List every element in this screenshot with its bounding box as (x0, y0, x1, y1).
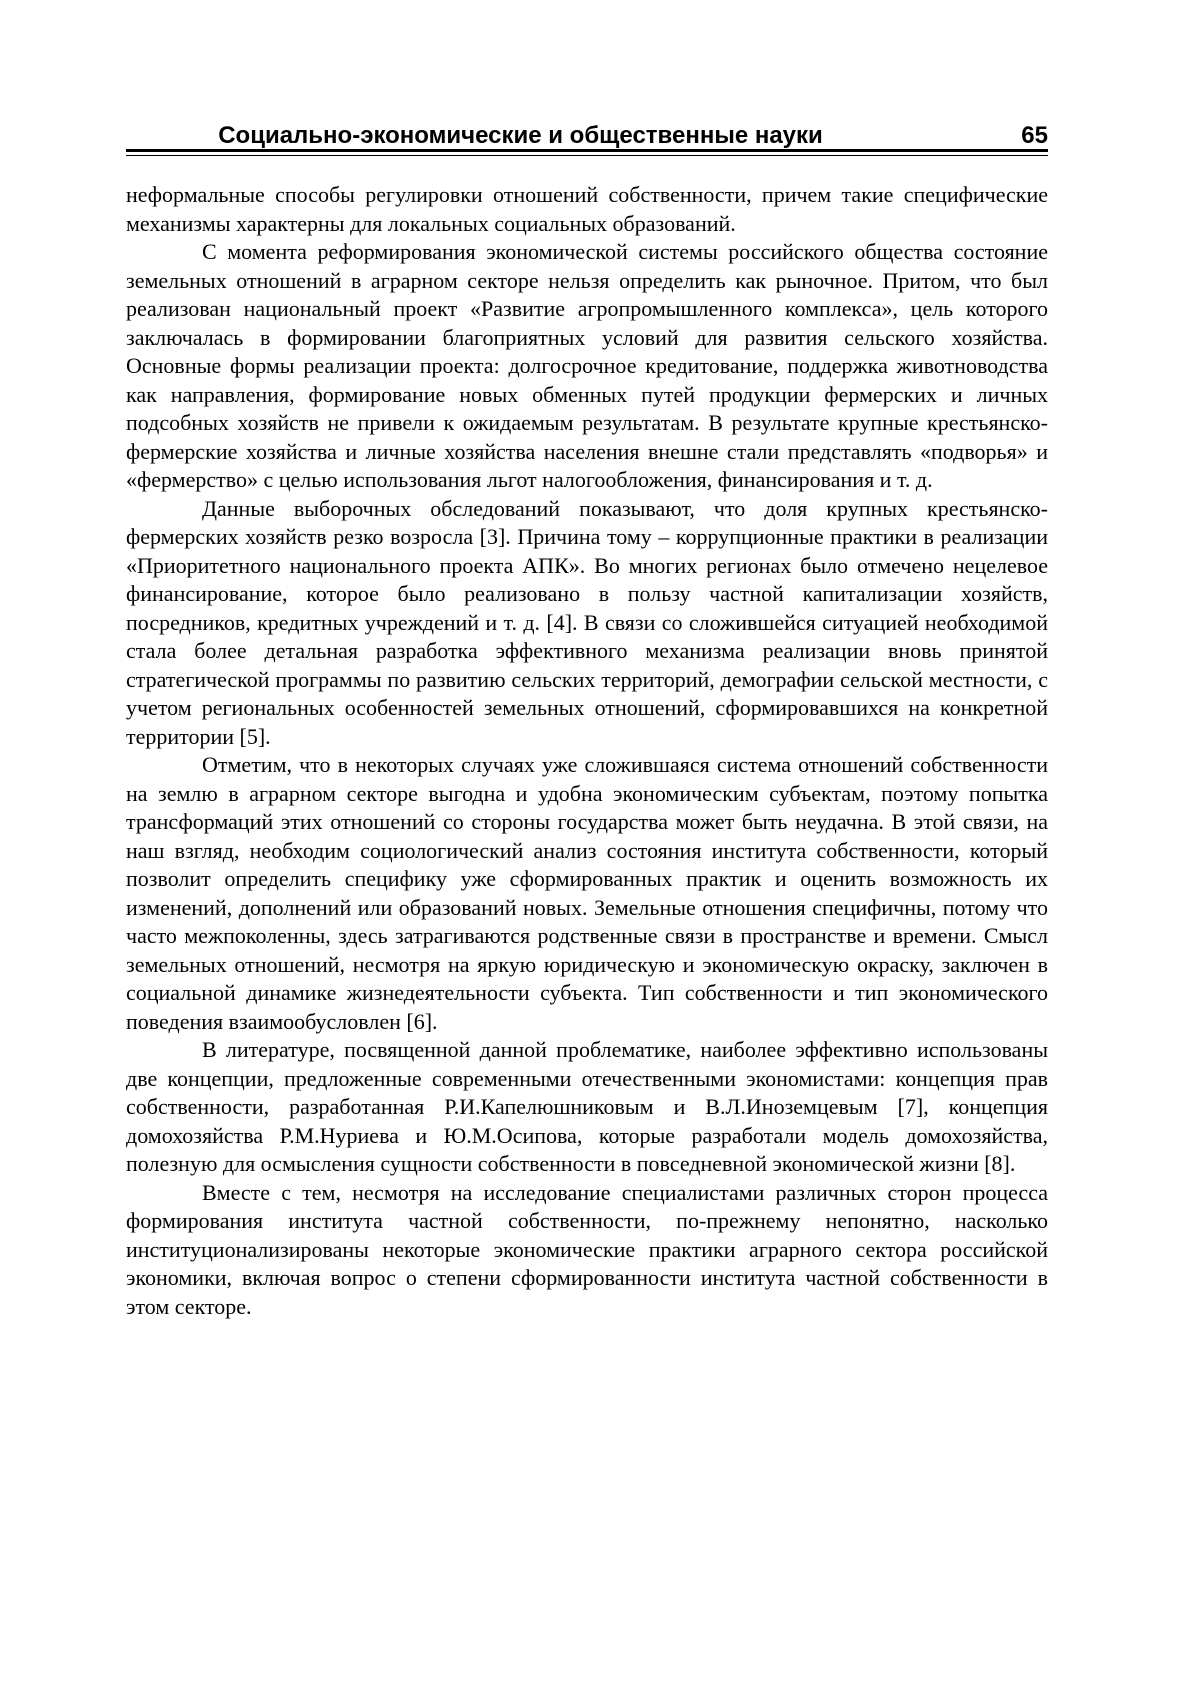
paragraph: В литературе, посвященной данной проблематике, наиболее эффективно использованы две концепции, предложенные современными отечественными экономистами: концепция прав собственности, разработанная Р.И.Капелюшниковым и В.Л.Иноземцевым [7], концепция домохозяйства Р.М.Нуриева и Ю.М.Осипова, которые разработали модель домохозяйства, полезную для осмысления сущности собственности в повседневной экономической жизни [8]. (126, 1037, 1048, 1176)
page-number: 65 (1021, 122, 1048, 149)
header-rule-thick (126, 149, 1048, 152)
paragraph: Отметим, что в некоторых случаях уже сложившаяся система отношений собственности на землю в аграрном секторе выгодна и удобна экономическим субъектам, поэтому попытка трансформаций этих отношений со стороны государства может быть неудачна. В этой связи, на наш взгляд, необходим социологический анализ состояния института собственности, который позволит определить специфику уже сформированных практик и оценить возможность их изменений, дополнений или образований новых. Земельные отношения специфичны, потому что часто межпоколенны, здесь затрагиваются родственные связи в пространстве и времени. Смысл земельных отношений, несмотря на яркую юридическую и экономическую окраску, заключен в социальной динамике жизнедеятельности субъекта. Тип собственности и тип экономического поведения взаимообусловлен [6]. (126, 752, 1048, 1034)
header-rule-thin (126, 155, 1048, 156)
running-header (126, 118, 1048, 152)
running-header-title: Социально-экономические и общественные науки (218, 122, 823, 149)
paragraph: С момента реформирования экономической системы российского общества состояние земельных отношений в аграрном секторе нельзя определить как рыночное. Притом, что был реализован национальный проект «Развитие агропромышленного комплекса», цель которого заключалась в формировании благоприятных условий для развития сельского хозяйства. Основные формы реализации проекта: долгосрочное кредитование, поддержка животноводства как направления, формирование новых обменных путей продукции фермерских и личных подсобных хозяйств не привели к ожидаемым результатам. В результате крупные крестьянско-фермерские хозяйства и личные хозяйства населения внешне стали представлять «подворья» и «фермерство» с целью использования льгот налогообложения, финансирования и т. д. (126, 239, 1048, 492)
paragraph: Вместе с тем, несмотря на исследование специалистами различных сторон процесса формирования института частной собственности, по-прежнему непонятно, насколько институционализированы некоторые экономические практики аграрного сектора российской экономики, включая вопрос о степени сформированности института частной собственности в этом секторе. (126, 1179, 1048, 1319)
paragraph: Данные выборочных обследований показывают, что доля крупных крестьянско-фермерских хозяйств резко возросла [3]. Причина тому – коррупционные практики в реализации «Приоритетного национального проекта АПК». Во многих регионах было отмечено нецелевое финансирование, которое было реализовано в пользу частной капитализации хозяйств, посредников, кредитных учреждений и т. д. [4]. В связи со сложившейся ситуацией необходимой стала более детальная разработка эффективного механизма реализации вновь принятой стратегической программы по развитию сельских территорий, демографии сельской местности, с учетом региональных особенностей земельных отношений, сформировавшихся на конкретной территории [5]. (126, 495, 1048, 749)
body-text (126, 181, 1048, 1321)
paragraph-continued: неформальные способы регулировки отношений собственности, причем такие специфические механизмы характерны для локальных социальных образований. (126, 182, 1048, 236)
